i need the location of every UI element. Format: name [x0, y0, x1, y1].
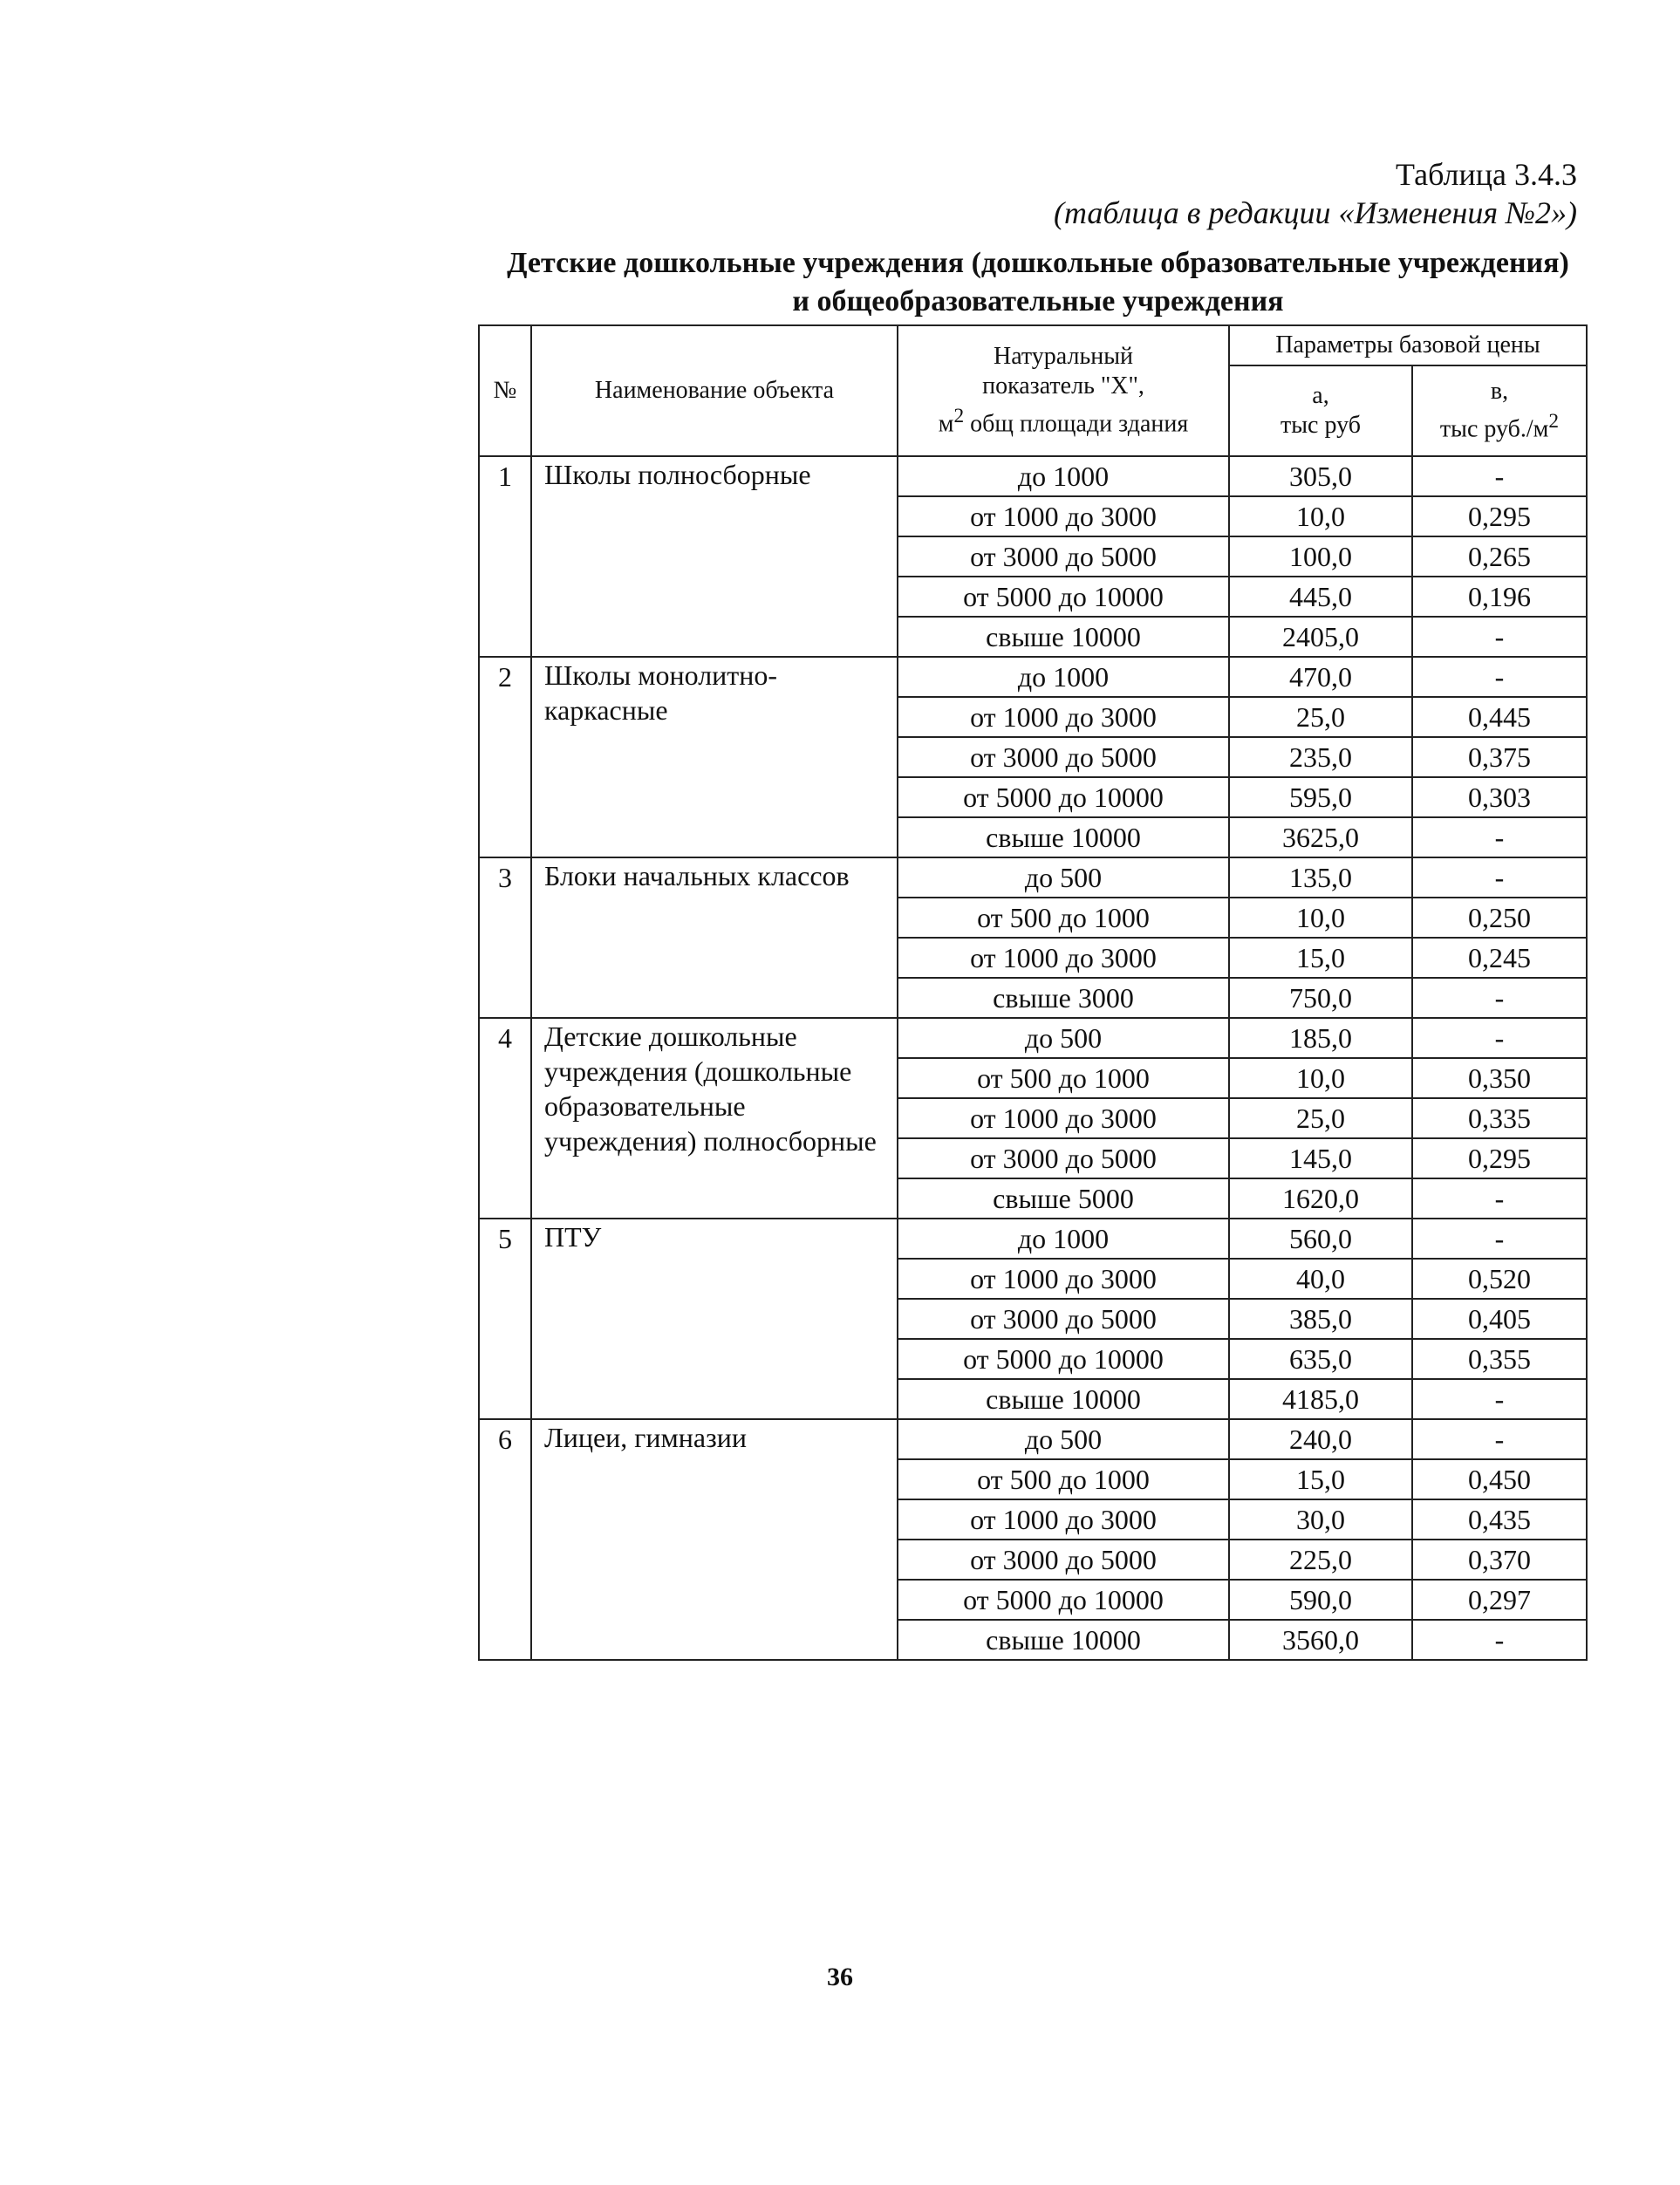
param-b-value: - — [1412, 657, 1587, 697]
object-name: ПТУ — [531, 1219, 898, 1419]
param-b-value: 0,445 — [1412, 697, 1587, 737]
header-indicator — [898, 325, 1229, 456]
header-name: Наименование объекта — [531, 325, 898, 456]
area-range: от 500 до 1000 — [898, 898, 1229, 938]
area-range: от 5000 до 10000 — [898, 1580, 1229, 1620]
object-number: 2 — [479, 657, 531, 857]
param-b-value: 0,295 — [1412, 496, 1587, 536]
area-range: до 1000 — [898, 657, 1229, 697]
area-range: от 3000 до 5000 — [898, 1299, 1229, 1339]
area-range: свыше 10000 — [898, 1620, 1229, 1660]
table-row — [479, 1018, 1587, 1058]
header-indicator-unit: м — [938, 410, 954, 438]
header-b-line-2 — [1413, 406, 1586, 444]
param-a-value: 225,0 — [1229, 1540, 1412, 1580]
area-range: до 500 — [898, 1419, 1229, 1459]
header-a — [1229, 365, 1412, 456]
param-a-value: 25,0 — [1229, 697, 1412, 737]
area-range: от 5000 до 10000 — [898, 777, 1229, 817]
area-range: от 1000 до 3000 — [898, 1499, 1229, 1540]
param-b-value: - — [1412, 1620, 1587, 1660]
param-a-value: 3560,0 — [1229, 1620, 1412, 1660]
param-a-value: 10,0 — [1229, 898, 1412, 938]
header-b — [1412, 365, 1587, 456]
header-b-unit: тыс руб./м — [1439, 415, 1549, 443]
area-range: от 1000 до 3000 — [898, 496, 1229, 536]
object-number: 3 — [479, 857, 531, 1018]
param-a-value: 100,0 — [1229, 536, 1412, 577]
header-indicator-line-3 — [898, 401, 1228, 439]
param-a-value: 30,0 — [1229, 1499, 1412, 1540]
object-name: Детские дошкольные учреждения (дошкольные образовательные учреждения) полносборные — [531, 1018, 898, 1219]
table-row — [479, 1219, 1587, 1259]
area-range: от 5000 до 10000 — [898, 577, 1229, 617]
table-label: Таблица 3.4.3 — [1396, 157, 1577, 192]
param-a-value: 635,0 — [1229, 1339, 1412, 1379]
param-a-value: 25,0 — [1229, 1098, 1412, 1138]
param-b-value: - — [1412, 1379, 1587, 1419]
param-a-value: 135,0 — [1229, 857, 1412, 898]
area-range: от 3000 до 5000 — [898, 1138, 1229, 1178]
header-b-sup: 2 — [1548, 410, 1560, 434]
param-a-value: 590,0 — [1229, 1580, 1412, 1620]
param-b-value: 0,303 — [1412, 777, 1587, 817]
param-b-value: - — [1412, 817, 1587, 857]
table-row — [479, 657, 1587, 697]
param-b-value: 0,375 — [1412, 737, 1587, 777]
param-b-value: - — [1412, 1419, 1587, 1459]
object-name: Школы монолитно-каркасные — [531, 657, 898, 857]
param-a-value: 145,0 — [1229, 1138, 1412, 1178]
param-b-value: 0,350 — [1412, 1058, 1587, 1098]
table-note: (таблица в редакции «Изменения №2») — [1054, 195, 1577, 230]
table-header — [479, 325, 1587, 456]
param-a-value: 445,0 — [1229, 577, 1412, 617]
param-a-value: 15,0 — [1229, 938, 1412, 978]
param-a-value: 40,0 — [1229, 1259, 1412, 1299]
param-a-value: 240,0 — [1229, 1419, 1412, 1459]
param-b-value: - — [1412, 617, 1587, 657]
area-range: от 1000 до 3000 — [898, 1259, 1229, 1299]
area-range: от 5000 до 10000 — [898, 1339, 1229, 1379]
header-b-line-1: в, — [1490, 378, 1509, 406]
title-line-1: Детские дошкольные учреждения (дошкольные образовательные учреждения) — [507, 247, 1569, 279]
header-params: Параметры базовой цены — [1229, 325, 1587, 365]
param-a-value: 4185,0 — [1229, 1379, 1412, 1419]
param-a-value: 10,0 — [1229, 496, 1412, 536]
param-b-value: 0,295 — [1412, 1138, 1587, 1178]
header-a-line-1: а, — [1312, 382, 1329, 409]
object-name: Школы полносборные — [531, 456, 898, 657]
object-name: Лицеи, гимназии — [531, 1419, 898, 1660]
table-row — [479, 1419, 1587, 1459]
header-indicator-sup: 2 — [953, 405, 965, 428]
document-title — [471, 244, 1605, 321]
param-b-value: 0,297 — [1412, 1580, 1587, 1620]
param-a-value: 2405,0 — [1229, 617, 1412, 657]
param-b-value: 0,245 — [1412, 938, 1587, 978]
param-b-value: 0,520 — [1412, 1259, 1587, 1299]
param-b-value: 0,250 — [1412, 898, 1587, 938]
param-a-value: 185,0 — [1229, 1018, 1412, 1058]
object-number: 6 — [479, 1419, 531, 1660]
area-range: от 3000 до 5000 — [898, 536, 1229, 577]
price-table — [478, 324, 1588, 1661]
param-b-value: 0,405 — [1412, 1299, 1587, 1339]
object-number: 4 — [479, 1018, 531, 1219]
param-a-value: 750,0 — [1229, 978, 1412, 1018]
area-range: до 1000 — [898, 456, 1229, 496]
area-range: от 500 до 1000 — [898, 1058, 1229, 1098]
param-a-value: 235,0 — [1229, 737, 1412, 777]
param-a-value: 595,0 — [1229, 777, 1412, 817]
param-b-value: 0,435 — [1412, 1499, 1587, 1540]
area-range: от 1000 до 3000 — [898, 697, 1229, 737]
area-range: от 1000 до 3000 — [898, 938, 1229, 978]
area-range: до 500 — [898, 1018, 1229, 1058]
param-a-value: 15,0 — [1229, 1459, 1412, 1499]
object-number: 1 — [479, 456, 531, 657]
area-range: свыше 3000 — [898, 978, 1229, 1018]
param-a-value: 470,0 — [1229, 657, 1412, 697]
area-range: свыше 5000 — [898, 1178, 1229, 1219]
area-range: свыше 10000 — [898, 1379, 1229, 1419]
header-indicator-rest: общ площади здания — [964, 410, 1189, 438]
page-number: 36 — [827, 1963, 853, 1991]
param-a-value: 1620,0 — [1229, 1178, 1412, 1219]
area-range: до 1000 — [898, 1219, 1229, 1259]
table-body — [479, 456, 1587, 1660]
area-range: до 500 — [898, 857, 1229, 898]
param-b-value: - — [1412, 857, 1587, 898]
param-b-value: 0,370 — [1412, 1540, 1587, 1580]
header-a-line-2: тыс руб — [1280, 412, 1361, 439]
area-range: от 3000 до 5000 — [898, 1540, 1229, 1580]
param-b-value: - — [1412, 1178, 1587, 1219]
param-b-value: - — [1412, 1018, 1587, 1058]
param-a-value: 385,0 — [1229, 1299, 1412, 1339]
param-b-value: 0,335 — [1412, 1098, 1587, 1138]
title-line-2: и общеобразовательные учреждения — [792, 285, 1284, 318]
param-b-value: 0,355 — [1412, 1339, 1587, 1379]
param-a-value: 560,0 — [1229, 1219, 1412, 1259]
param-b-value: - — [1412, 456, 1587, 496]
table-row — [479, 456, 1587, 496]
param-b-value: 0,265 — [1412, 536, 1587, 577]
area-range: от 500 до 1000 — [898, 1459, 1229, 1499]
param-b-value: - — [1412, 978, 1587, 1018]
area-range: свыше 10000 — [898, 617, 1229, 657]
header-num: № — [479, 325, 531, 456]
param-b-value: 0,450 — [1412, 1459, 1587, 1499]
area-range: от 1000 до 3000 — [898, 1098, 1229, 1138]
header-indicator-line-1: Натуральный — [994, 343, 1133, 371]
param-b-value: 0,196 — [1412, 577, 1587, 617]
param-a-value: 3625,0 — [1229, 817, 1412, 857]
param-b-value: - — [1412, 1219, 1587, 1259]
object-name: Блоки начальных классов — [531, 857, 898, 1018]
area-range: свыше 10000 — [898, 817, 1229, 857]
object-number: 5 — [479, 1219, 531, 1419]
table-row — [479, 857, 1587, 898]
area-range: от 3000 до 5000 — [898, 737, 1229, 777]
param-a-value: 10,0 — [1229, 1058, 1412, 1098]
header-indicator-line-2: показатель "X", — [982, 372, 1144, 400]
param-a-value: 305,0 — [1229, 456, 1412, 496]
